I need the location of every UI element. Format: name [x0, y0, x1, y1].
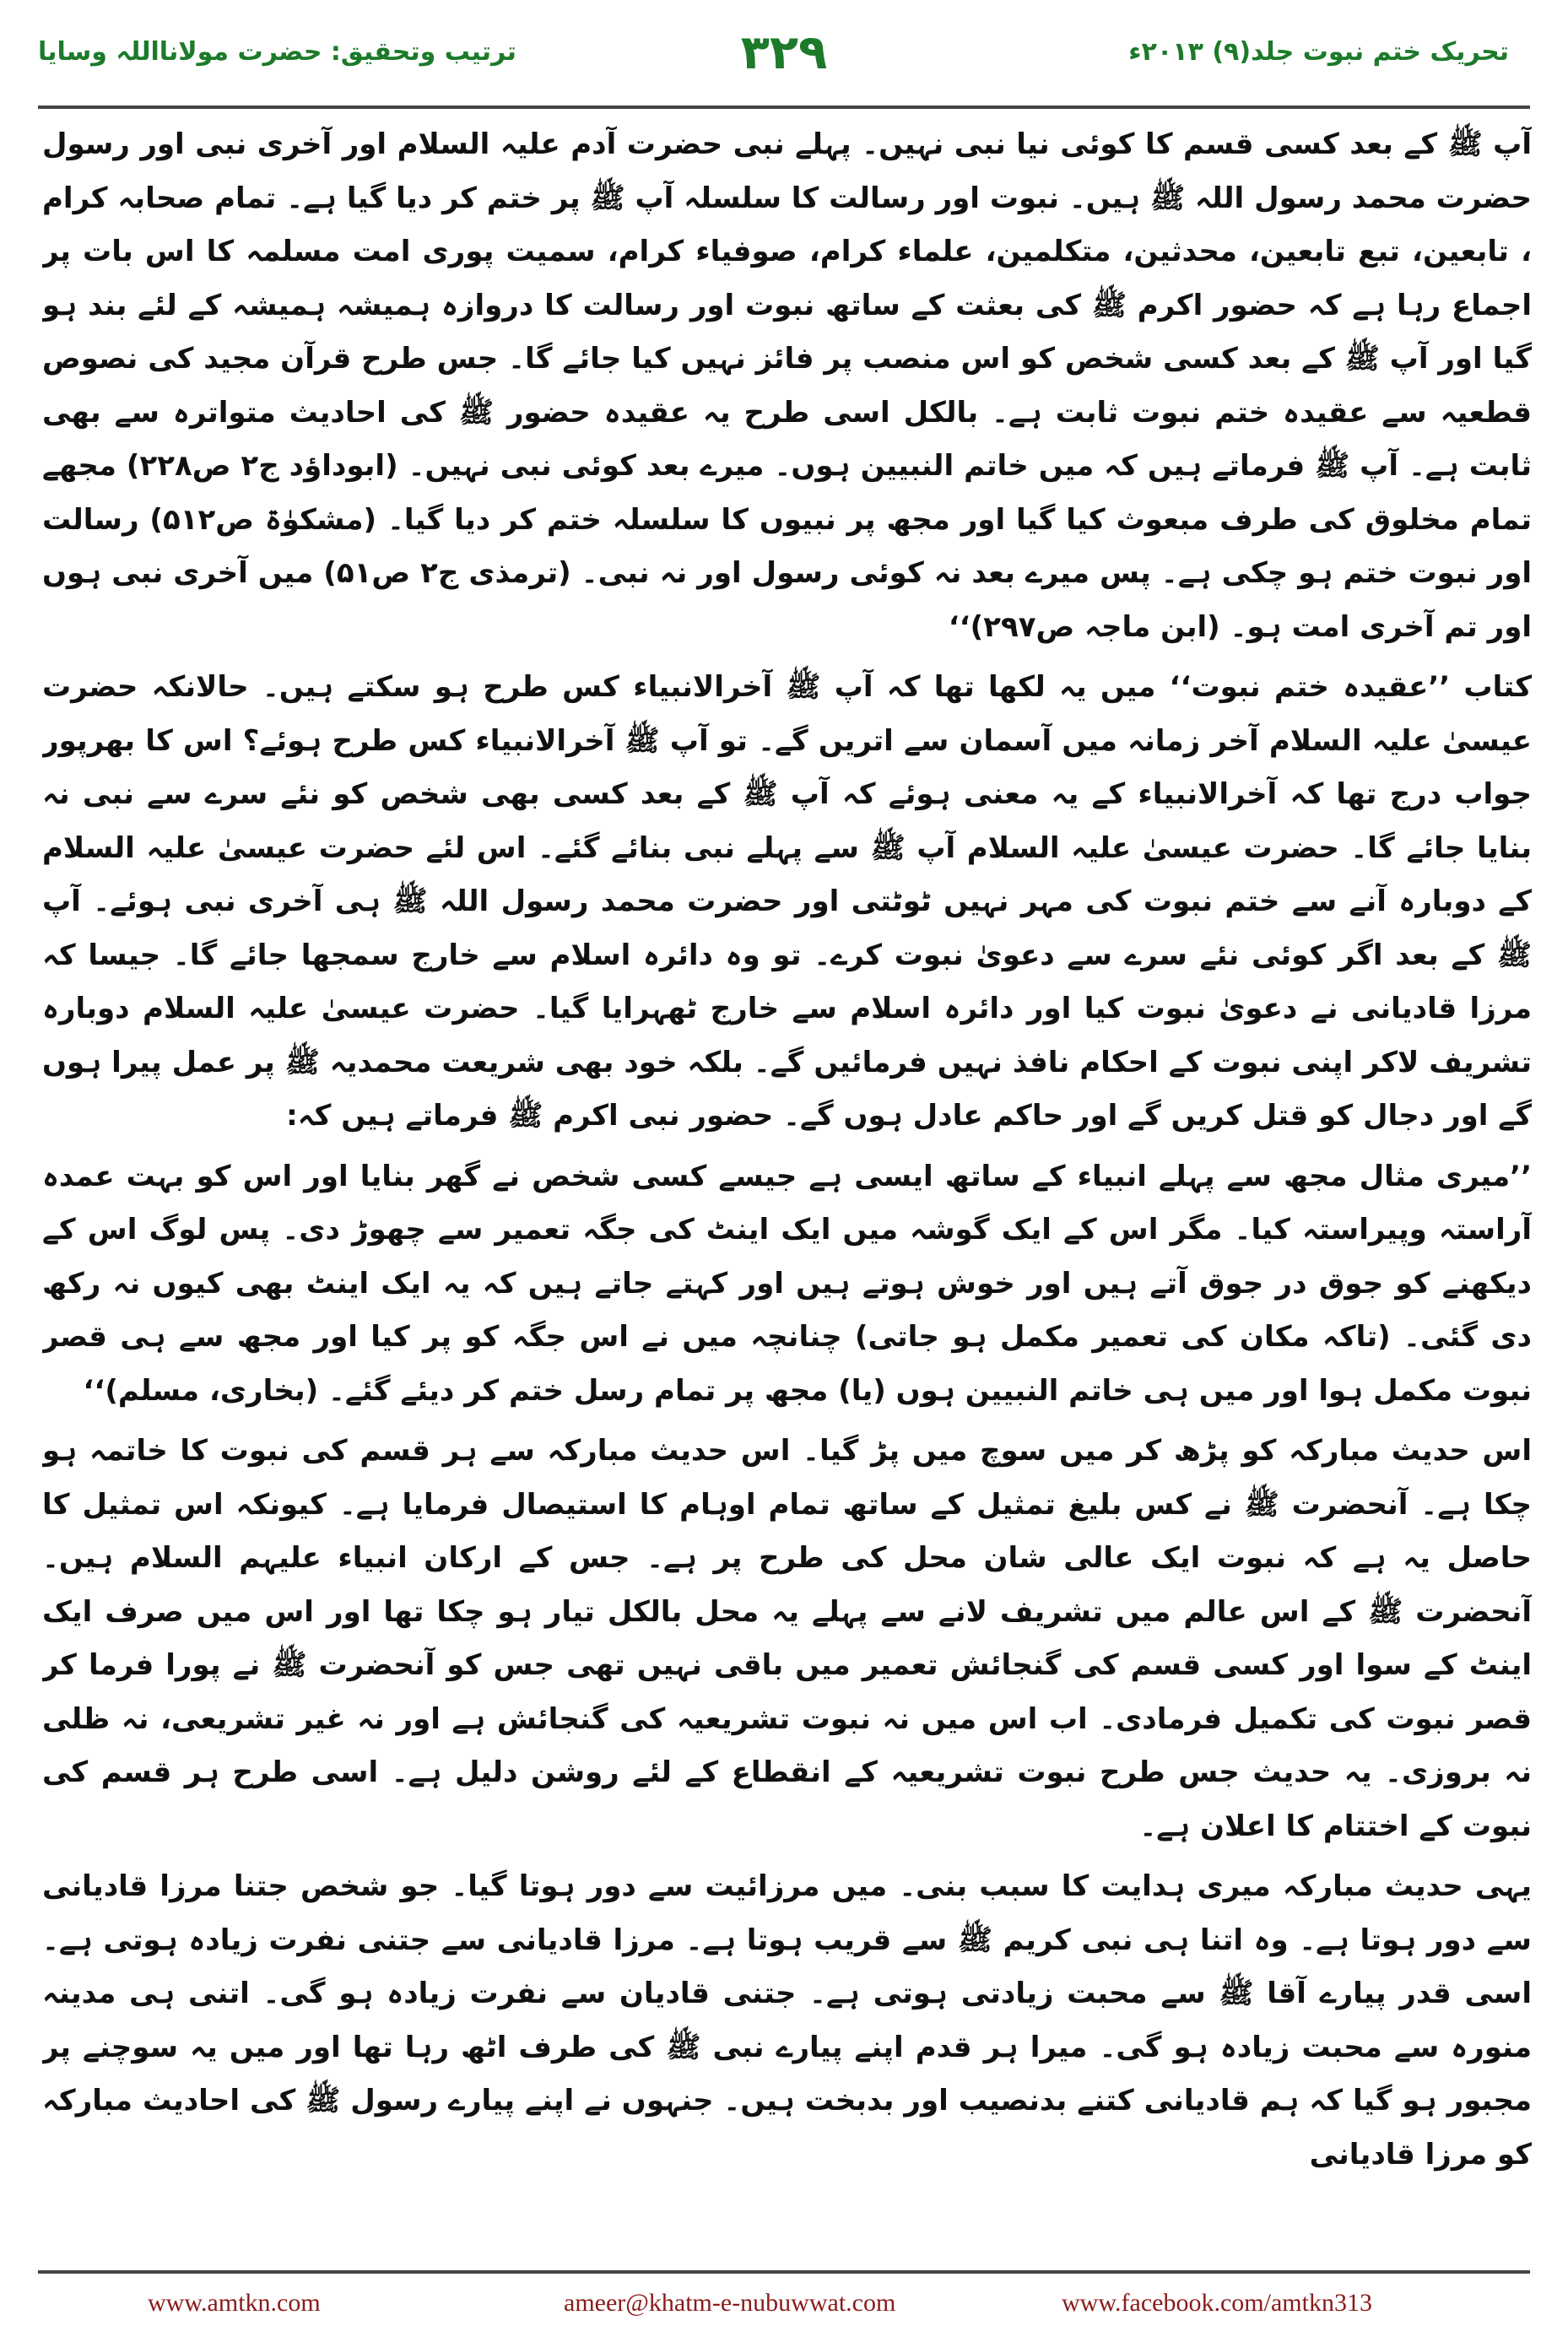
website-link[interactable]: www.amtkn.com: [148, 2289, 321, 2317]
footer-divider: [38, 2270, 1530, 2274]
header-divider: [38, 105, 1530, 109]
paragraph-5: یہی حدیث مبارکہ میری ہدایت کا سبب بنی۔ میں مرزائیت سے دور ہوتا گیا۔ جو شخص جتنا مرزا قادیانی سے دور ہوتا ہے۔ وہ اتنا ہی نبی کریم ﷺ سے قریب ہوتا ہے۔ مرزا قادیانی سے جتنی نفرت زیادہ ہوتی ہے۔ اسی قدر پیارے آقا ﷺ سے محبت زیادتی ہوتی ہے۔ جتنی قادیان سے نفرت زیادہ ہو گی۔ اتنی ہی مدینہ منورہ سے محبت زیادہ ہو گی۔ میرا ہر قدم اپنے پیارے نبی ﷺ کی طرف اٹھ رہا تھا اور میں یہ سوچنے پر مجبور ہو گیا کہ ہم قادیانی کتنے بدنصیب اور بدبخت ہیں۔ جنہوں نے اپنے پیارے رسول ﷺ کی احادیث مبارکہ کو مرزا قادیانی: [42, 1869, 1532, 2172]
paragraph-3-hadith-quote: ’’میری مثال مجھ سے پہلے انبیاء کے ساتھ ایسی ہے جیسے کسی شخص نے گھر بنایا اور اس کو بہت عمدہ آراستہ وپیراستہ کیا۔ مگر اس کے ایک گوشہ میں ایک اینٹ کی جگہ تعمیر سے چھوڑ دی۔ پس لوگ اس کے دیکھنے کو جوق در جوق آتے ہیں اور خوش ہوتے ہیں اور کہتے جاتے ہیں کہ یہ ایک اینٹ بھی کیوں نہ رکھ دی گئی۔ (تاکہ مکان کی تعمیر مکمل ہو جاتی) چنانچہ میں نے اس جگہ کو پر کیا اور مجھ سے ہی قصر نبوت مکمل ہوا اور میں ہی خاتم النبیین ہوں (یا) مجھ پر تمام رسل ختم کر دیئے گئے۔ (بخاری، مسلم)‘‘: [42, 1159, 1532, 1408]
paragraph-1: آپ ﷺ کے بعد کسی قسم کا کوئی نیا نبی نہیں۔ پہلے نبی حضرت آدم علیہ السلام اور آخری نبی اور رسول حضرت محمد رسول اللہ ﷺ ہیں۔ نبوت اور رسالت کا سلسلہ آپ ﷺ پر ختم کر دیا گیا ہے۔ تمام صحابہ کرام ؓ، تابعین، تبع تابعین، محدثین، متکلمین، علماء کرام، صوفیاء کرام، سمیت پوری امت مسلمہ کا اس بات پر اجماع رہا ہے کہ حضور اکرم ﷺ کی بعثت کے ساتھ نبوت اور رسالت کا دروازہ ہمیشہ ہمیشہ کے لئے بند ہو گیا اور آپ ﷺ کے بعد کسی شخص کو اس منصب پر فائز نہیں کیا جائے گا۔ جس طرح قرآن مجید کی نصوص قطعیہ سے عقیدہ ختم نبوت ثابت ہے۔ بالکل اسی طرح یہ عقیدہ حضور ﷺ کی احادیث متواترہ سے بھی ثابت ہے۔ آپ ﷺ فرماتے ہیں کہ میں خاتم النبیین ہوں۔ میرے بعد کوئی نبی نہیں۔ (ابوداؤد ج۲ ص۲۲۸) مجھے تمام مخلوق کی طرف مبعوث کیا گیا اور مجھ پر نبیوں کا سلسلہ ختم کر دیا گیا۔ (مشکوٰۃ ص۵۱۲) رسالت اور نبوت ختم ہو چکی ہے۔ پس میرے بعد نہ کوئی رسول اور نہ نبی۔ (ترمذی ج۲ ص۵۱) میں آخری نبی ہوں اور تم آخری امت ہو۔ (ابن ماجہ ص۲۹۷)‘‘: [42, 127, 1532, 644]
page-header: [0, 0, 1568, 101]
article-body: [42, 118, 1532, 2258]
page-footer: [0, 2289, 1568, 2331]
paragraph-2: کتاب ’’عقیدہ ختم نبوت‘‘ میں یہ لکھا تھا کہ آپ ﷺ آخرالانبیاء کس طرح ہو سکتے ہیں۔ حالانکہ حضرت عیسیٰ علیہ السلام آخر زمانہ میں آسمان سے اتریں گے۔ تو آپ ﷺ آخرالانبیاء کس طرح ہوئے؟ اس کا بھرپور جواب درج تھا کہ آخرالانبیاء کے یہ معنی ہوئے کہ آپ ﷺ کے بعد کسی بھی شخص کو نئے سرے سے نبی نہ بنایا جائے گا۔ حضرت عیسیٰ علیہ السلام آپ ﷺ سے پہلے نبی بنائے گئے۔ اس لئے حضرت عیسیٰ علیہ السلام کے دوبارہ آنے سے ختم نبوت کی مہر نہیں ٹوٹتی اور حضرت محمد رسول اللہ ﷺ ہی آخری نبی ہوئے۔ آپ ﷺ کے بعد اگر کوئی نئے سرے سے دعویٰ نبوت کرے۔ تو وہ دائرہ اسلام سے خارج سمجھا جائے گا۔ جیسا کہ مرزا قادیانی نے دعویٰ نبوت کیا اور دائرہ اسلام سے خارج ٹھہرایا گیا۔ حضرت عیسیٰ علیہ السلام دوبارہ تشریف لاکر اپنی نبوت کے احکام نافذ نہیں فرمائیں گے۔ بلکہ خود بھی شریعت محمدیہ ﷺ پر عمل پیرا ہوں گے اور دجال کو قتل کریں گے اور حاکم عادل ہوں گے۔ حضور نبی اکرم ﷺ فرماتے ہیں کہ:: [42, 670, 1532, 1133]
compiler-credit: ترتیب وتحقیق: حضرت مولانااللہ وسایا: [38, 37, 516, 67]
page-number: ۳۲۹: [740, 25, 828, 80]
book-title: تحریک ختم نبوت جلد(۹) ۲۰۱۳ء: [1128, 37, 1509, 67]
paragraph-4: اس حدیث مبارکہ کو پڑھ کر میں سوچ میں پڑ گیا۔ اس حدیث مبارکہ سے ہر قسم کی نبوت کا خاتمہ ہو چکا ہے۔ آنحضرت ﷺ نے کس بلیغ تمثیل کے ساتھ تمام اوہام کا استیصال فرمایا ہے۔ کیونکہ اس تمثیل کا حاصل یہ ہے کہ نبوت ایک عالی شان محل کی طرح پر ہے۔ جس کے ارکان انبیاء علیہم السلام ہیں۔ آنحضرت ﷺ کے اس عالم میں تشریف لانے سے پہلے یہ محل بالکل تیار ہو چکا تھا اور اس میں صرف ایک اینٹ کے سوا اور کسی قسم کی گنجائش تعمیر میں باقی نہیں تھی جس کو آنحضرت ﷺ نے پورا فرما کر قصر نبوت کی تکمیل فرمادی۔ اب اس میں نہ نبوت تشریعیہ کی گنجائش ہے اور نہ غیر تشریعی، نہ ظلی نہ بروزی۔ یہ حدیث جس طرح نبوت تشریعیہ کے انقطاع کے لئے روشن دلیل ہے۔ اسی طرح ہر قسم کی نبوت کے اختتام کا اعلان ہے۔: [42, 1434, 1532, 1843]
facebook-link[interactable]: www.facebook.com/amtkn313: [1062, 2289, 1372, 2317]
email-link[interactable]: ameer@khatm-e-nubuwwat.com: [564, 2289, 896, 2317]
